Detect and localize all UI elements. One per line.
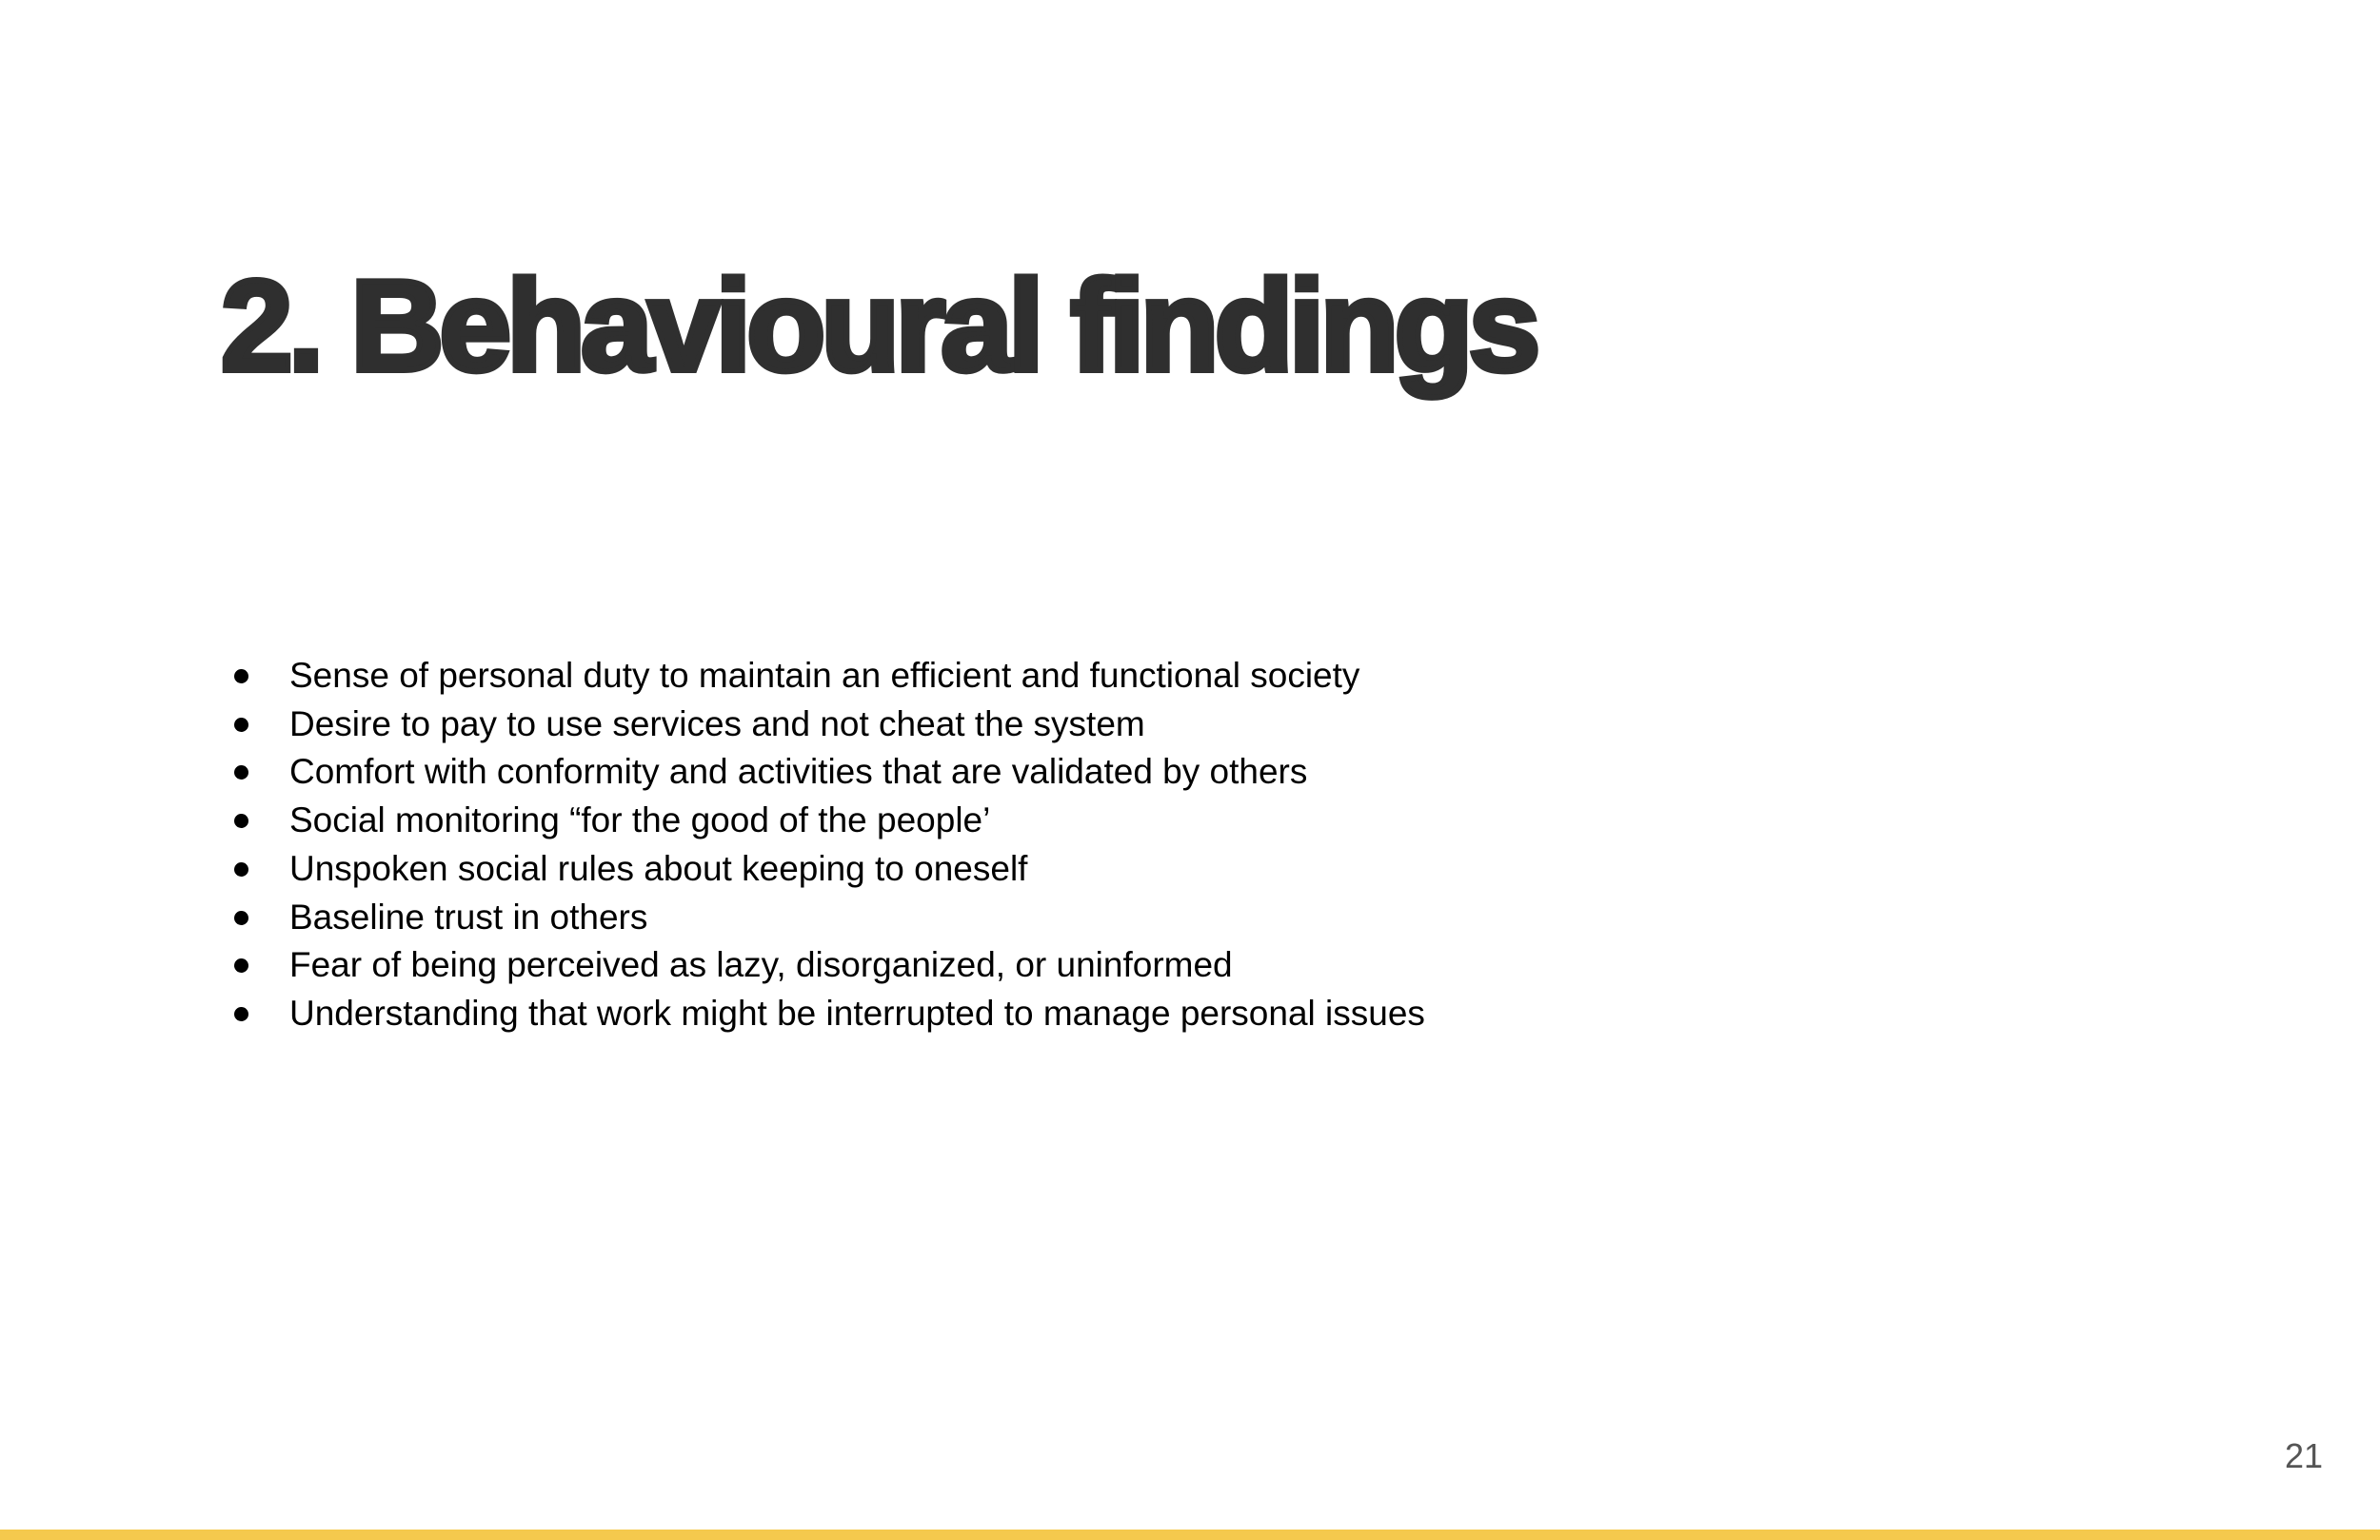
bullet-item bbox=[232, 845, 1425, 894]
bullet-text: Fear of being perceived as lazy, disorganized, or uninformed bbox=[289, 945, 1233, 985]
bullet-text: Sense of personal duty to maintain an efficient and functional society bbox=[289, 656, 1360, 695]
bullet-dot-icon bbox=[234, 911, 248, 925]
bullet-dot-icon bbox=[234, 814, 248, 828]
slide-title: 2. Behavioural findings bbox=[221, 253, 1537, 398]
bullet-item bbox=[232, 797, 1425, 845]
page-number: 21 bbox=[2284, 1436, 2323, 1475]
bullet-dot-icon bbox=[234, 765, 248, 780]
bullet-text: Desire to pay to use services and not cheat the system bbox=[289, 703, 1145, 743]
accent-bar bbox=[0, 1530, 2380, 1540]
bullet-dot-icon bbox=[234, 958, 248, 973]
bullet-text: Understanding that work might be interrupted to manage personal issues bbox=[289, 993, 1425, 1033]
bullet-item bbox=[232, 652, 1425, 701]
bullet-item bbox=[232, 941, 1425, 990]
bullet-text: Baseline trust in others bbox=[289, 897, 648, 937]
bullet-dot-icon bbox=[234, 669, 248, 683]
bullet-dot-icon bbox=[234, 1007, 248, 1021]
bullet-item bbox=[232, 894, 1425, 942]
bullet-list bbox=[232, 652, 1425, 1038]
bullet-text: Social monitoring “for the good of the people’ bbox=[289, 800, 991, 840]
bullet-item bbox=[232, 748, 1425, 797]
bullet-dot-icon bbox=[234, 862, 248, 877]
bullet-dot-icon bbox=[234, 718, 248, 732]
bullet-item bbox=[232, 701, 1425, 749]
bullet-item bbox=[232, 990, 1425, 1038]
bullet-text: Unspoken social rules about keeping to oneself bbox=[289, 848, 1028, 888]
bullet-text: Comfort with conformity and activities that are validated by others bbox=[289, 752, 1308, 792]
